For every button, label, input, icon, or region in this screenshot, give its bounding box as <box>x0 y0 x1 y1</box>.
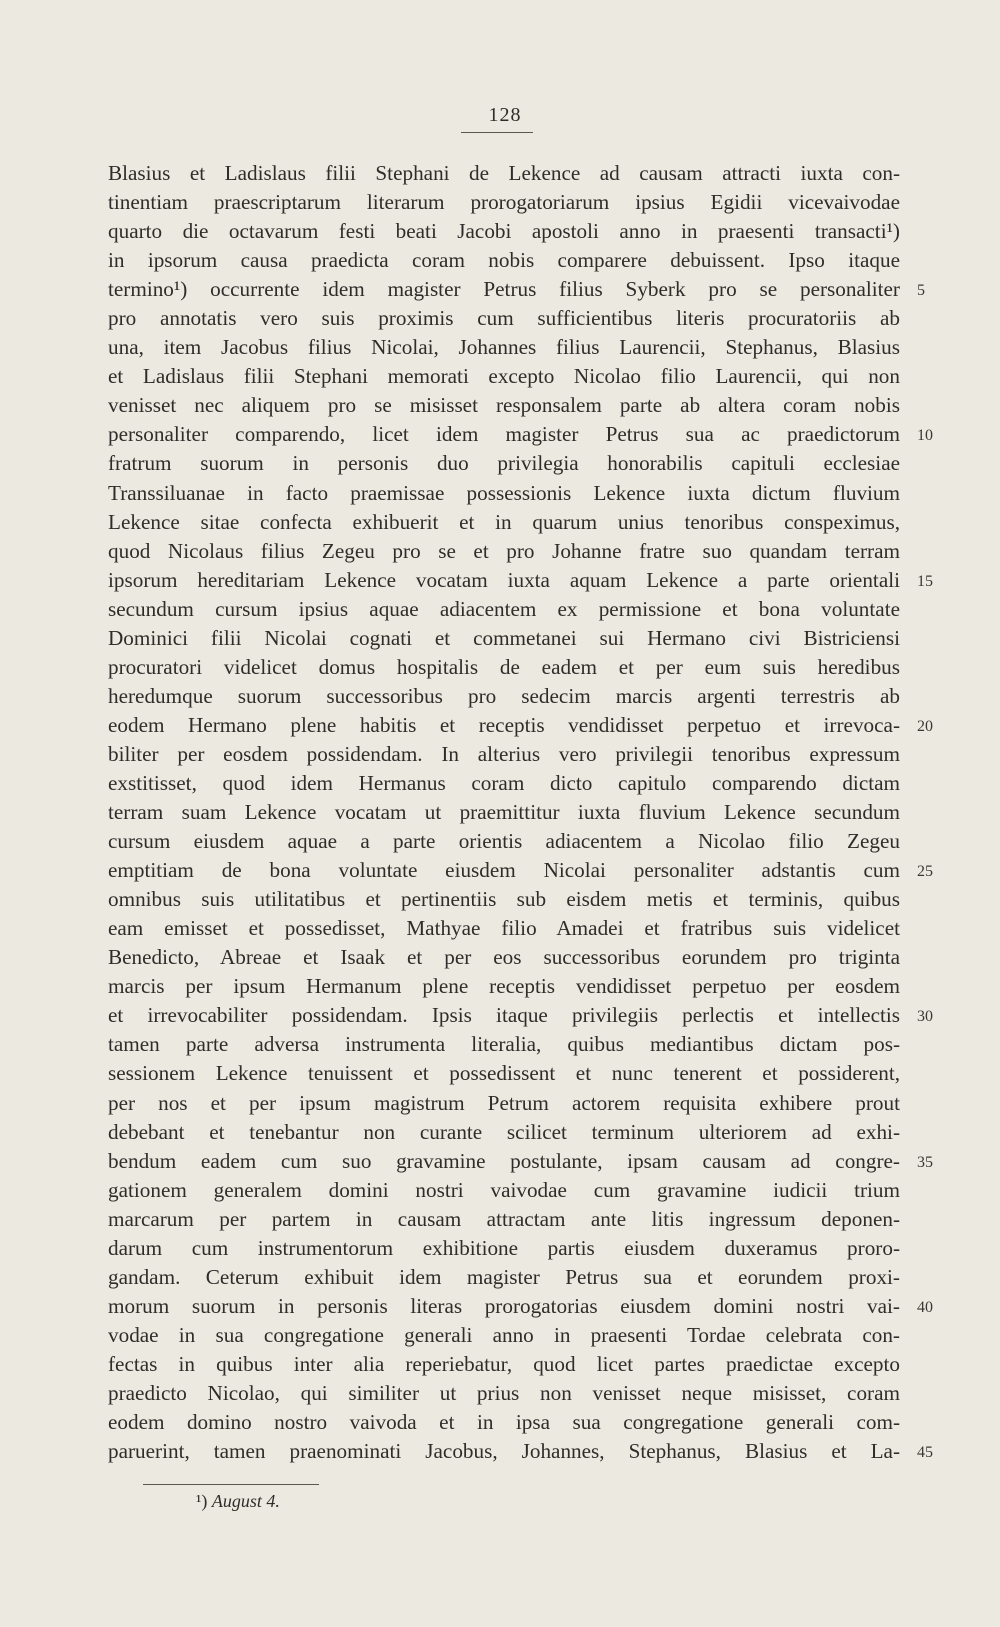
text-line: darum cum instrumentorum exhibitione partis eiusdem duxeramus proro- <box>108 1235 900 1260</box>
text-line: debebant et tenebantur non curante scilicet terminum ulteriorem ad exhi- <box>108 1119 900 1144</box>
page-number: 128 <box>488 104 522 126</box>
text-line: personaliter comparendo, licet idem magister Petrus sua ac praedictorum <box>108 422 900 447</box>
text-line: et irrevocabiliter possidendam. Ipsis itaque privilegiis perlectis et intellectis <box>108 1003 900 1028</box>
text-line: fectas in quibus inter alia reperiebatur, quod licet partes praedictae excepto <box>108 1351 900 1376</box>
text-line: venisset nec aliquem pro se misisset responsalem parte ab altera coram nobis <box>108 393 900 418</box>
text-line: heredumque suorum successoribus pro sedecim marcis argenti terrestris ab <box>108 683 900 708</box>
text-line: eodem domino nostro vaivoda et in ipsa sua congregatione generali com- <box>108 1410 900 1435</box>
footnote <box>196 1491 280 1512</box>
text-line: Lekence sitae confecta exhibuerit et in quarum unius tenoribus conspeximus, <box>108 509 900 534</box>
text-line: emptitiam de bona voluntate eiusdem Nicolai personaliter adstantis cum <box>108 858 900 883</box>
line-number: 25 <box>917 863 933 881</box>
text-line: paruerint, tamen praenominati Jacobus, Johannes, Stephanus, Blasius et La- <box>108 1439 900 1464</box>
text-line: Dominici filii Nicolai cognati et commetanei sui Hermano civi Bistriciensi <box>108 625 900 650</box>
text-line: per nos et per ipsum magistrum Petrum actorem requisita exhibere prout <box>108 1090 900 1115</box>
text-line: gandam. Ceterum exhibuit idem magister Petrus sua et eorundem proxi- <box>108 1264 900 1289</box>
line-number: 30 <box>917 1008 933 1026</box>
text-line: una, item Jacobus filius Nicolai, Johannes filius Laurencii, Stephanus, Blasius <box>108 335 900 360</box>
text-line: terram suam Lekence vocatam ut praemittitur iuxta fluvium Lekence secundum <box>108 800 900 825</box>
text-line: quod Nicolaus filius Zegeu pro se et pro Johanne fratre suo quandam terram <box>108 538 900 563</box>
line-number: 10 <box>917 427 933 445</box>
text-line: tamen parte adversa instrumenta literalia, quibus mediantibus dictam pos- <box>108 1032 900 1057</box>
text-line: Benedicto, Abreae et Isaak et per eos successoribus eorundem pro triginta <box>108 945 900 970</box>
text-line: marcis per ipsum Hermanum plene receptis vendidisset perpetuo per eosdem <box>108 974 900 999</box>
footnote-marker: ¹) <box>196 1491 208 1511</box>
text-line: eodem Hermano plene habitis et receptis vendidisset perpetuo et irrevoca- <box>108 712 900 737</box>
text-line: et Ladislaus filii Stephani memorati excepto Nicolao filio Laurencii, qui non <box>108 364 900 389</box>
footnote-rule <box>143 1484 319 1485</box>
footnote-text: August 4. <box>211 1491 280 1511</box>
page-number-rule <box>461 132 533 133</box>
line-number: 40 <box>917 1298 933 1316</box>
text-line: eam emisset et possedisset, Mathyae filio Amadei et fratribus suis videlicet <box>108 916 900 941</box>
line-number: 20 <box>917 717 933 735</box>
text-line: termino¹) occurrente idem magister Petrus filius Syberk pro se personaliter <box>108 277 900 302</box>
text-line: biliter per eosdem possidendam. In alterius vero privilegii tenoribus expressum <box>108 741 900 766</box>
text-line: marcarum per partem in causam attractam ante litis ingressum deponen- <box>108 1206 900 1231</box>
line-number: 35 <box>917 1153 933 1171</box>
text-line: secundum cursum ipsius aquae adiacentem ex permissione et bona voluntate <box>108 596 900 621</box>
line-number: 15 <box>917 572 933 590</box>
text-line: in ipsorum causa praedicta coram nobis comparere debuissent. Ipso itaque <box>108 248 900 273</box>
line-number: 5 <box>917 282 925 300</box>
text-line: praedicto Nicolao, qui similiter ut prius non venisset neque misisset, coram <box>108 1380 900 1405</box>
text-line: omnibus suis utilitatibus et pertinentiis sub eisdem metis et terminis, quibus <box>108 887 900 912</box>
text-line: Transsiluanae in facto praemissae possessionis Lekence iuxta dictum fluvium <box>108 480 900 505</box>
text-line: quarto die octavarum festi beati Jacobi apostoli anno in praesenti transacti¹) <box>108 219 900 244</box>
body-text <box>108 159 900 1466</box>
text-line: pro annotatis vero suis proximis cum sufficientibus literis procuratoriis ab <box>108 306 900 331</box>
text-line: bendum eadem cum suo gravamine postulante, ipsam causam ad congre- <box>108 1148 900 1173</box>
text-line: exstitisset, quod idem Hermanus coram dicto capitulo comparendo dictam <box>108 770 900 795</box>
text-line: gationem generalem domini nostri vaivodae cum gravamine iudicii trium <box>108 1177 900 1202</box>
text-line: fratrum suorum in personis duo privilegia honorabilis capituli ecclesiae <box>108 451 900 476</box>
text-line: vodae in sua congregatione generali anno in praesenti Tordae celebrata con- <box>108 1322 900 1347</box>
line-number: 45 <box>917 1444 933 1462</box>
text-line: ipsorum hereditariam Lekence vocatam iuxta aquam Lekence a parte orientali <box>108 567 900 592</box>
text-line: tinentiam praescriptarum literarum prorogatoriarum ipsius Egidii vicevaivodae <box>108 190 900 215</box>
text-line: Blasius et Ladislaus filii Stephani de Lekence ad causam attracti iuxta con- <box>108 161 900 185</box>
text-line: cursum eiusdem aquae a parte orientis adiacentem a Nicolao filio Zegeu <box>108 829 900 854</box>
text-line: procuratori videlicet domus hospitalis de eadem et per eum suis heredibus <box>108 654 900 679</box>
text-line: sessionem Lekence tenuissent et possedissent et nunc tenerent et possiderent, <box>108 1061 900 1086</box>
text-line: morum suorum in personis literas prorogatorias eiusdem domini nostri vai- <box>108 1293 900 1318</box>
